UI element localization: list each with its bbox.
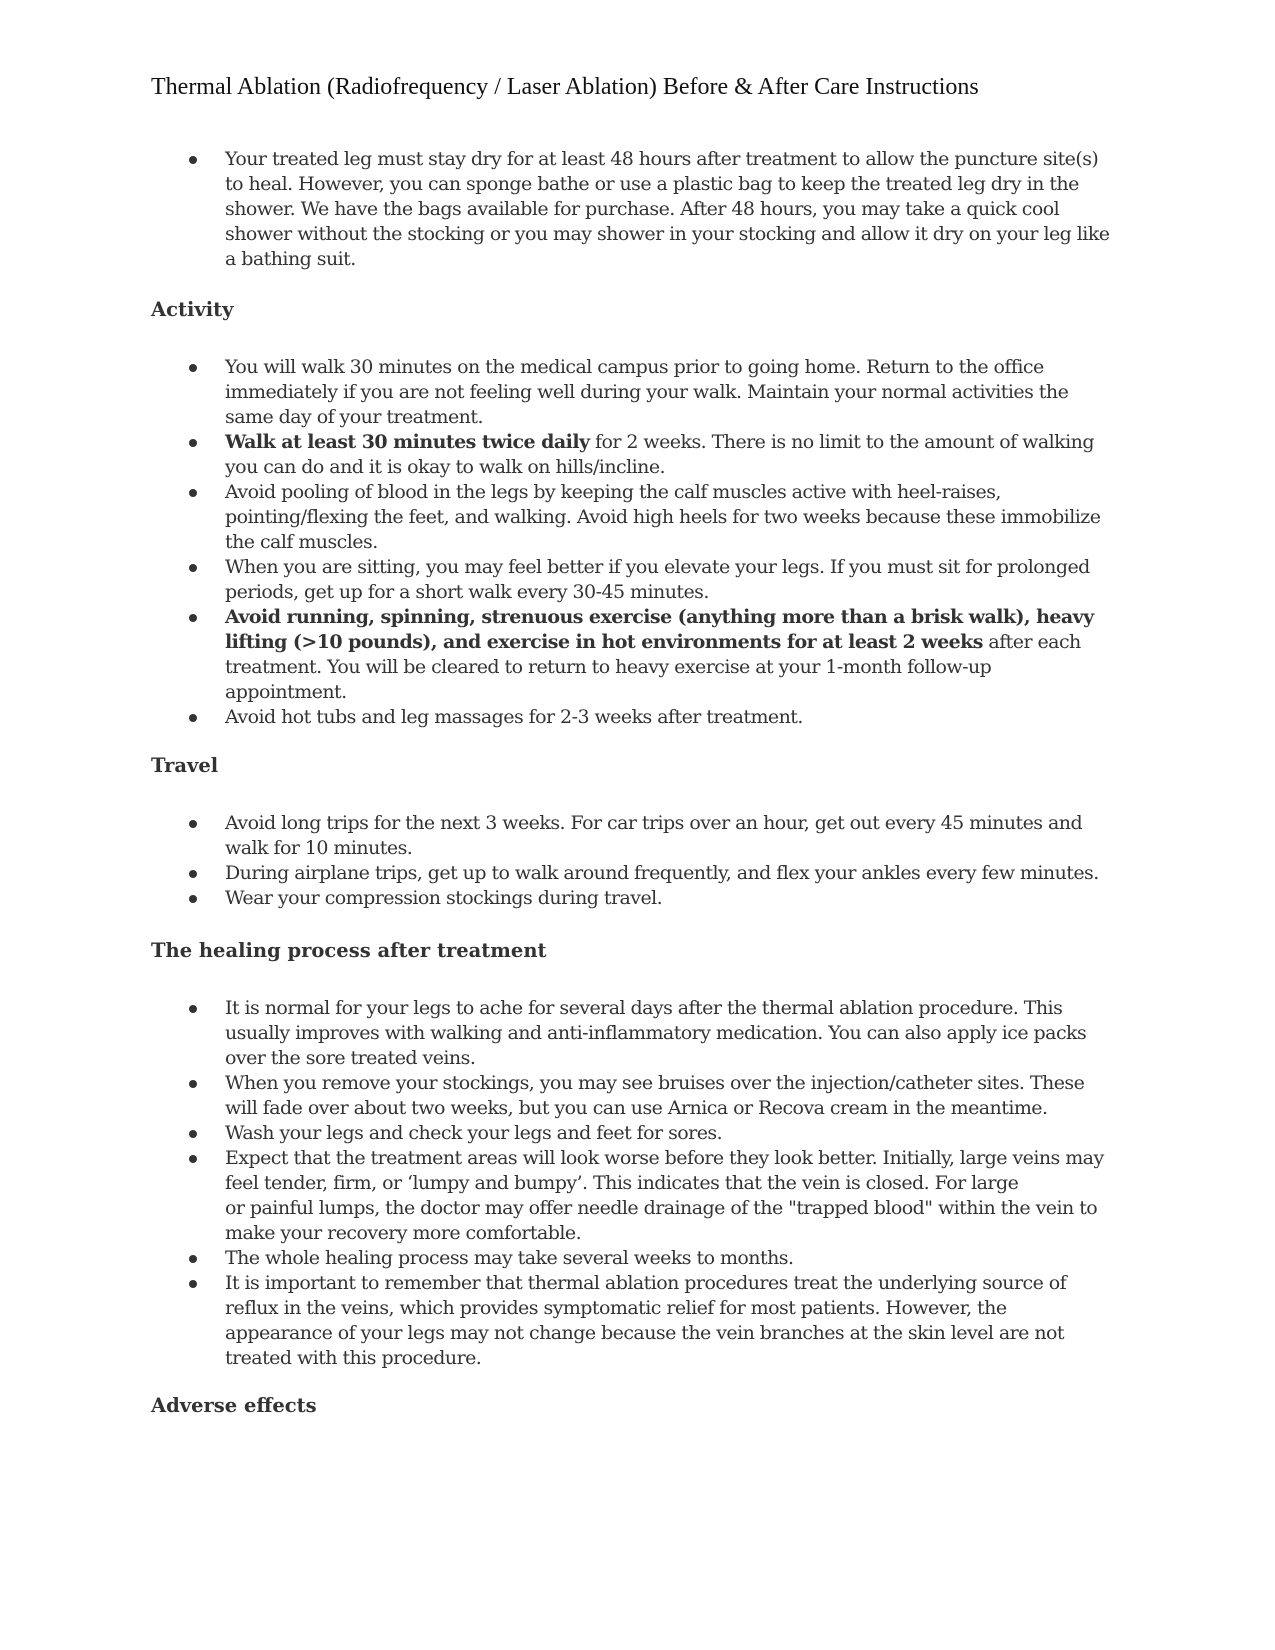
text-line (225, 430, 1131, 455)
text-line: When you are sitting, you may feel better if you elevate your legs. If you must sit for prolonged (225, 556, 1090, 578)
activity-section (151, 298, 1131, 322)
list-item (151, 605, 1131, 705)
list-item (151, 811, 1131, 861)
text-line: Avoid pooling of blood in the legs by keeping the calf muscles active with heel-raises, (225, 481, 1001, 503)
list-item (151, 996, 1131, 1071)
list-item (151, 1146, 1131, 1246)
text-line (225, 605, 1131, 630)
bullet-icon (189, 614, 197, 622)
list-item (151, 705, 1131, 730)
text-line: The whole healing process may take several weeks to months. (225, 1247, 794, 1269)
bullet-icon (189, 714, 197, 722)
healing-list-container (151, 996, 1131, 1371)
text-line: You will walk 30 minutes on the medical campus prior to going home. Return to the office (225, 356, 1044, 378)
bullet-icon (189, 1130, 197, 1138)
text-line: pointing/flexing the feet, and walking. Avoid high heels for two weeks because these immobilize (225, 506, 1101, 528)
text-line: immediately if you are not feeling well during your walk. Maintain your normal activities the (225, 381, 1069, 403)
bullet-icon (189, 1155, 197, 1163)
text-line: usually improves with walking and anti-inflammatory medication. You can also apply ice packs (225, 1022, 1087, 1044)
bold-text: Avoid running, spinning, strenuous exercise (anything more than a brisk walk), heavy (225, 606, 1094, 628)
text-line: When you remove your stockings, you may see bruises over the injection/catheter sites. These (225, 1072, 1085, 1094)
text-line: appointment. (225, 681, 347, 703)
bullet-icon (189, 156, 197, 164)
text-line: feel tender, firm, or ‘lumpy and bumpy’. This indicates that the vein is closed. For large (225, 1172, 1019, 1194)
text-line: make your recovery more comfortable. (225, 1222, 582, 1244)
healing-section (151, 939, 1131, 963)
text-line: Your treated leg must stay dry for at least 48 hours after treatment to allow the puncture site(s) (225, 148, 1099, 170)
bullet-icon (189, 1005, 197, 1013)
section-heading: Activity (151, 298, 234, 321)
bullet-icon (189, 564, 197, 572)
bullet-icon (189, 895, 197, 903)
document-title: Thermal Ablation (Radiofrequency / Laser Ablation) Before & After Care Instructions (151, 74, 979, 100)
text-line: will fade over about two weeks, but you can use Arnica or Recova cream in the meantime. (225, 1097, 1048, 1119)
activity-list (151, 355, 1131, 730)
list-item (151, 430, 1131, 480)
bullet-icon (189, 364, 197, 372)
text-line: reflux in the veins, which provides symptomatic relief for most patients. However, the (225, 1297, 1007, 1319)
bold-text: lifting (>10 pounds), and exercise in hot environments for at least 2 weeks (225, 631, 983, 653)
bold-text: Walk at least 30 minutes twice daily (225, 431, 590, 453)
list-item (151, 861, 1131, 886)
text-line: Avoid hot tubs and leg massages for 2-3 weeks after treatment. (225, 706, 803, 728)
text-line: It is normal for your legs to ache for several days after the thermal ablation procedure. This (225, 997, 1063, 1019)
bullet-icon (189, 1280, 197, 1288)
text-line: During airplane trips, get up to walk around frequently, and flex your ankles every few minutes. (225, 862, 1099, 884)
section-heading: The healing process after treatment (151, 939, 547, 962)
text-line: It is important to remember that thermal ablation procedures treat the underlying source of (225, 1272, 1067, 1294)
list-item (151, 555, 1131, 605)
text-line: to heal. However, you can sponge bathe or use a plastic bag to keep the treated leg dry in the (225, 173, 1079, 195)
text-line: over the sore treated veins. (225, 1047, 476, 1069)
text-run: for 2 weeks. There is no limit to the amount of walking (589, 431, 1094, 453)
bullet-icon (189, 870, 197, 878)
text-line: or painful lumps, the doctor may offer needle drainage of the "trapped blood" within the vein to (225, 1197, 1098, 1219)
text-line: Expect that the treatment areas will look worse before they look better. Initially, large veins may (225, 1147, 1104, 1169)
text-run: after each (982, 631, 1081, 653)
text-line: walk for 10 minutes. (225, 837, 413, 859)
travel-list-container (151, 811, 1131, 911)
list-item (151, 1246, 1131, 1271)
adverse-section (151, 1394, 1131, 1418)
list-item (151, 886, 1131, 911)
text-line: Wash your legs and check your legs and feet for sores. (225, 1122, 723, 1144)
bullet-icon (189, 1080, 197, 1088)
healing-list (151, 996, 1131, 1371)
bullet-icon (189, 439, 197, 447)
text-line: you can do and it is okay to walk on hills/incline. (225, 456, 666, 478)
text-line: periods, get up for a short walk every 30-45 minutes. (225, 581, 709, 603)
text-line: the calf muscles. (225, 531, 378, 553)
text-line: a bathing suit. (225, 248, 356, 270)
intro-section (151, 147, 1131, 272)
text-line (225, 630, 1131, 655)
text-line: treatment. You will be cleared to return to heavy exercise at your 1-month follow-up (225, 656, 992, 678)
bullet-icon (189, 820, 197, 828)
text-line: appearance of your legs may not change because the vein branches at the skin level are not (225, 1322, 1065, 1344)
list-item (151, 1071, 1131, 1121)
section-heading: Adverse effects (151, 1394, 317, 1417)
text-line: Wear your compression stockings during travel. (225, 887, 663, 909)
list-item (151, 480, 1131, 555)
section-heading: Travel (151, 754, 219, 777)
list-item (151, 1271, 1131, 1371)
bullet-icon (189, 489, 197, 497)
text-line: treated with this procedure. (225, 1347, 482, 1369)
travel-section (151, 754, 1131, 778)
list-item (151, 1121, 1131, 1146)
list-item (151, 147, 1131, 272)
list-item (151, 355, 1131, 430)
text-line: same day of your treatment. (225, 406, 483, 428)
activity-list-container (151, 355, 1131, 730)
travel-list (151, 811, 1131, 911)
text-line: shower. We have the bags available for purchase. After 48 hours, you may take a quick cool (225, 198, 1060, 220)
intro-list (151, 147, 1131, 272)
text-line: Avoid long trips for the next 3 weeks. For car trips over an hour, get out every 45 minutes and (225, 812, 1083, 834)
bullet-icon (189, 1255, 197, 1263)
text-line: shower without the stocking or you may shower in your stocking and allow it dry on your leg like (225, 223, 1110, 245)
